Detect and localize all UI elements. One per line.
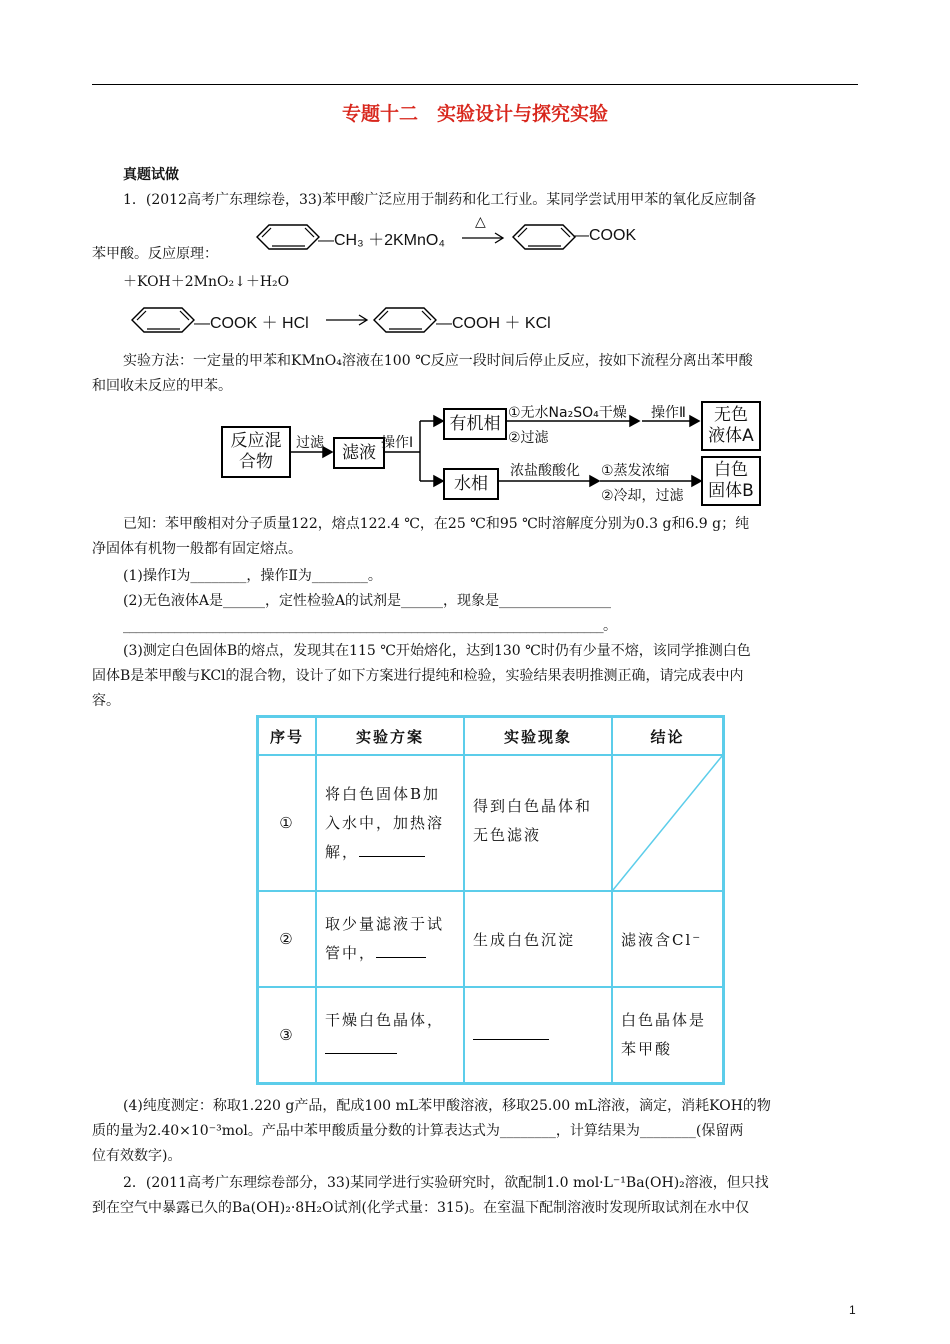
flow-label-evaporate: ①蒸发浓缩 [601,463,670,479]
flow-label-filter: 过滤 [296,435,324,451]
row1-no: ① [258,755,317,891]
row3-plan-text: 干燥白色晶体， [325,1010,445,1029]
known-line1: 已知：苯甲酸相对分子质量122，熔点122.4 ℃，在25 ℃和95 ℃时溶解度分别为0.3 g和6.9 g；纯 [123,516,750,532]
equation1-condition: △ [475,213,486,229]
row3-plan [316,987,464,1083]
row3-observation [464,987,612,1083]
equation1-right: —COOK [573,227,637,244]
answer-blank[interactable] [359,856,425,857]
row2-no: ② [258,891,317,987]
q2-line2: 到在空气中暴露已久的Ba(OH)₂·8H₂O试剂(化学式量：315)。在室温下配制溶液时发现所取试剂在水中仅 [92,1200,750,1216]
answer-blank[interactable] [325,1053,397,1054]
part3-line3: 容。 [92,693,120,709]
equation3-right: —COOH ＋ KCl [436,315,551,332]
part1: (1)操作Ⅰ为________，操作Ⅱ为________。 [123,568,382,584]
row2-conclusion: 滤液含Cl⁻ [612,891,724,987]
diagonal-slash-icon [613,756,722,890]
row3-no: ③ [258,987,317,1083]
part4-line2: 质的量为2.40×10⁻³mol。产品中苯甲酸质量分数的计算表达式为________，计算结果为________(保留两 [92,1123,744,1139]
method-line2: 和回收未反应的甲苯。 [92,378,232,394]
header-no: 序号 [258,717,317,756]
row1-conclusion [612,755,724,891]
part2: (2)无色液体A是______，定性检验A的试剂是______，现象是________________ [123,593,612,609]
method-line1: 实验方法：一定量的甲苯和KMnO₄溶液在100 ℃反应一段时间后停止反应，按如下流程分离出苯甲酸 [123,353,753,369]
section-heading: 真题试做 [123,167,179,183]
part4-line3: 位有效数字)。 [92,1148,182,1164]
flow-box-mixture [221,426,291,478]
flow-label-filter2: ②过滤 [508,430,549,446]
flow-label-op1: 操作Ⅰ [381,435,414,451]
flow-solid-b-line2: 固体B [708,481,754,501]
flow-solid-b-line1: 白色 [713,460,748,480]
row2-plan-text: 取少量滤液于试管中， [325,915,445,962]
part4-line1: (4)纯度测定：称取1.220 g产品，配成100 mL苯甲酸溶液，移取25.00 mL溶液，滴定，消耗KOH的物 [123,1098,771,1114]
benzene-ring-icon [245,222,325,252]
row1-plan-text: 将白色固体B加入水中，加热溶解， [325,784,445,861]
part2-answer-line: ___________________________________________________________________________。 [123,618,617,634]
experiment-table [256,715,725,1085]
equation3-left: —COOK ＋ HCl [194,315,309,332]
equation2: ＋KOH＋2MnO₂↓＋H₂O [123,274,290,290]
part3-line1: (3)测定白色固体B的熔点，发现其在115 ℃开始熔化，达到130 ℃时仍有少量不熔，该同学推测白色 [123,643,751,659]
answer-blank[interactable] [376,957,426,958]
answer-blank[interactable] [473,1039,549,1040]
reaction-arrow-icon [326,314,371,326]
row3-conclusion: 白色晶体是苯甲酸 [612,987,724,1083]
header-observation: 实验现象 [464,717,612,756]
table-row [258,755,724,891]
flow-label-cool-filter: ②冷却，过滤 [601,488,684,504]
flow-mixture-line2: 合物 [239,452,273,472]
flow-box-filtrate: 滤液 [333,437,385,469]
part3-line2: 固体B是苯甲酸与KCl的混合物，设计了如下方案进行提纯和检验，实验结果表明推测正确，请完成表中内 [92,668,744,684]
flow-box-liquid-a [701,401,761,451]
q2-line1: 2．(2011高考广东理综卷部分，33)某同学进行实验研究时，欲配制1.0 mol·L⁻¹Ba(OH)₂溶液，但只找 [123,1175,769,1191]
flow-label-acidify: 浓盐酸酸化 [510,463,580,479]
row2-observation: 生成白色沉淀 [464,891,612,987]
table-header-row [258,717,724,756]
row2-plan [316,891,464,987]
known-line2: 净固体有机物一般都有固定熔点。 [92,541,302,557]
q1-intro-line1: 1．(2012高考广东理综卷，33)苯甲酸广泛应用于制药和化工行业。某同学尝试用甲苯的氧化反应制备 [123,192,757,208]
flow-box-solid-b [701,456,761,506]
page-title: 专题十二 实验设计与探究实验 [341,103,608,125]
flow-label-op2: 操作Ⅱ [651,405,686,421]
equation1-left: —CH₃ ＋2KMnO₄ [318,232,445,249]
header-rule [92,84,858,85]
page-number: 1 [849,1303,856,1317]
table-row [258,987,724,1083]
flow-box-aqueous-phase: 水相 [443,468,499,500]
flow-box-organic-phase: 有机相 [443,408,507,440]
flow-liquid-a-line2: 液体A [708,426,754,446]
flow-liquid-a-line1: 无色 [713,405,748,425]
row1-observation: 得到白色晶体和无色滤液 [464,755,612,891]
q1-intro-line2: 苯甲酸。反应原理： [92,246,218,262]
header-conclusion: 结论 [612,717,724,756]
flow-label-dry: ①无水Na₂SO₄干燥 [508,405,627,421]
reaction-arrow-icon [462,232,507,244]
table-row [258,891,724,987]
flow-mixture-line1: 反应混 [230,431,282,451]
header-plan: 实验方案 [316,717,464,756]
row1-plan [316,755,464,891]
